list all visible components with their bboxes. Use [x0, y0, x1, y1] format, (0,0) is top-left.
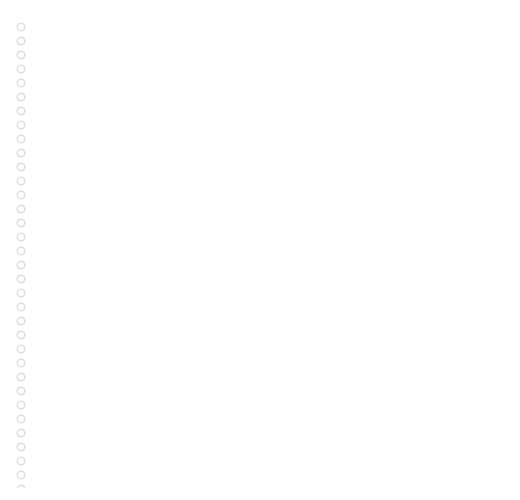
decorative-border: [14, 20, 28, 488]
